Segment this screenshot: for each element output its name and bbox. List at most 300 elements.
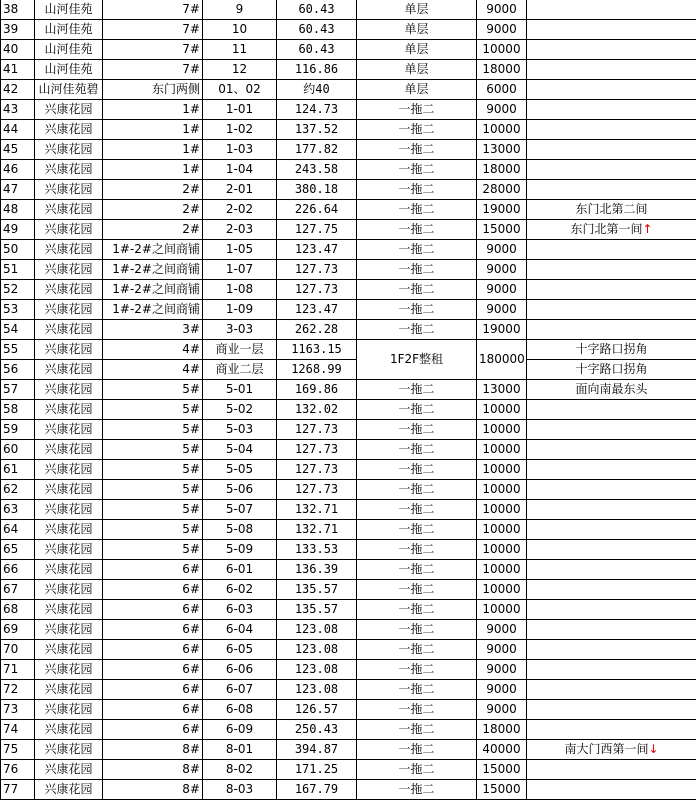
table-row	[1, 340, 696, 360]
rent-text: 10000	[482, 42, 521, 56]
project-name-text: 兴康花园	[44, 542, 93, 556]
table-row	[1, 60, 696, 80]
project-name-text: 兴康花园	[44, 122, 93, 136]
area-text: 60.43	[298, 2, 335, 16]
layout-type-text: 一拖二	[398, 582, 435, 596]
area-cell	[277, 400, 357, 420]
building-text: 5#	[182, 462, 200, 476]
room-number-cell	[203, 720, 277, 740]
area-text: 262.28	[294, 322, 339, 336]
project-name-text: 兴康花园	[44, 322, 93, 336]
table-row	[1, 540, 696, 560]
project-name-cell	[35, 680, 103, 700]
area-text: 169.86	[294, 382, 339, 396]
rent-cell	[477, 760, 527, 780]
rent-cell	[477, 620, 527, 640]
project-name-cell	[35, 220, 103, 240]
building-text: 5#	[182, 422, 200, 436]
note-cell	[527, 400, 696, 420]
room-number-cell	[203, 700, 277, 720]
building-cell	[103, 440, 203, 460]
layout-type-cell	[357, 760, 477, 780]
room-number-cell	[203, 620, 277, 640]
note-cell	[527, 760, 696, 780]
area-cell	[277, 0, 357, 20]
building-cell	[103, 240, 203, 260]
room-number-text: 01、02	[218, 82, 261, 96]
layout-type-text: 一拖二	[398, 522, 435, 536]
table-row	[1, 80, 696, 100]
rent-text: 10000	[482, 442, 521, 456]
room-number-text: 8-03	[225, 782, 254, 796]
row-number-text: 47	[3, 182, 19, 196]
layout-type-text: 单层	[404, 2, 429, 16]
layout-type-cell	[357, 60, 477, 80]
area-cell	[277, 660, 357, 680]
area-text: 394.87	[294, 742, 339, 756]
rent-text: 9000	[486, 662, 517, 676]
row-number-cell	[1, 200, 35, 220]
layout-type-text: 一拖二	[398, 242, 435, 256]
room-number-text: 5-07	[225, 502, 254, 516]
row-number-cell	[1, 760, 35, 780]
project-name-text: 兴康花园	[44, 402, 93, 416]
area-text: 127.73	[294, 442, 339, 456]
layout-type-cell	[357, 220, 477, 240]
note-cell	[527, 600, 696, 620]
layout-type-cell	[357, 260, 477, 280]
table-row	[1, 100, 696, 120]
project-name-text: 兴康花园	[44, 442, 93, 456]
project-name-text: 兴康花园	[44, 502, 93, 516]
layout-type-text: 一拖二	[398, 222, 435, 236]
table-row	[1, 180, 696, 200]
rent-text: 10000	[482, 402, 521, 416]
note-cell	[527, 720, 696, 740]
layout-type-cell	[357, 520, 477, 540]
row-number-text: 72	[3, 682, 19, 696]
table-row	[1, 160, 696, 180]
rent-text: 10000	[482, 462, 521, 476]
building-cell	[103, 60, 203, 80]
building-cell	[103, 500, 203, 520]
building-cell	[103, 220, 203, 240]
room-number-cell	[203, 180, 277, 200]
room-number-cell	[203, 740, 277, 760]
room-number-cell	[203, 660, 277, 680]
rent-text: 10000	[482, 602, 521, 616]
layout-type-text: 一拖二	[398, 502, 435, 516]
building-text: 2#	[182, 202, 200, 216]
note-cell	[527, 520, 696, 540]
note-cell	[527, 140, 696, 160]
area-text: 132.71	[294, 502, 339, 516]
rent-text: 9000	[486, 702, 517, 716]
note-cell	[527, 500, 696, 520]
room-number-text: 2-02	[225, 202, 254, 216]
table-row	[1, 740, 696, 760]
building-cell	[103, 620, 203, 640]
row-number-text: 71	[3, 662, 19, 676]
rent-cell	[477, 400, 527, 420]
rent-cell	[477, 420, 527, 440]
building-text: 3#	[182, 322, 200, 336]
project-name-cell	[35, 540, 103, 560]
area-cell	[277, 580, 357, 600]
room-number-cell	[203, 40, 277, 60]
table-row	[1, 200, 696, 220]
room-number-cell	[203, 400, 277, 420]
row-number-cell	[1, 660, 35, 680]
layout-type-text: 一拖二	[398, 482, 435, 496]
layout-type-cell	[357, 600, 477, 620]
table-row	[1, 560, 696, 580]
project-name-cell	[35, 520, 103, 540]
note-cell	[527, 480, 696, 500]
row-number-text: 51	[3, 262, 19, 276]
area-text: 126.57	[294, 702, 339, 716]
building-text: 5#	[182, 402, 200, 416]
area-text: 123.08	[294, 622, 339, 636]
layout-type-cell	[357, 640, 477, 660]
note-text: 南大门西第一间	[564, 742, 649, 756]
room-number-text: 1-08	[225, 282, 254, 296]
project-name-text: 兴康花园	[44, 202, 93, 216]
row-number-text: 64	[3, 522, 19, 536]
project-name-cell	[35, 380, 103, 400]
note-cell	[527, 580, 696, 600]
table-row	[1, 380, 696, 400]
layout-type-cell	[357, 500, 477, 520]
note-text: 东门北第一间	[570, 222, 643, 236]
row-number-cell	[1, 300, 35, 320]
row-number-cell	[1, 640, 35, 660]
room-number-text: 12	[231, 62, 248, 76]
rent-cell	[477, 240, 527, 260]
building-text: 7#	[182, 22, 200, 36]
note-cell	[527, 420, 696, 440]
building-text: 5#	[182, 382, 200, 396]
table-row	[1, 720, 696, 740]
rent-text: 28000	[482, 182, 521, 196]
rent-text: 19000	[482, 322, 521, 336]
rent-cell	[477, 440, 527, 460]
project-name-text: 兴康花园	[44, 622, 93, 636]
row-number-cell	[1, 120, 35, 140]
row-number-text: 43	[3, 102, 19, 116]
building-cell	[103, 360, 203, 380]
project-name-cell	[35, 60, 103, 80]
project-name-text: 兴康花园	[44, 162, 93, 176]
area-cell	[277, 640, 357, 660]
row-number-cell	[1, 540, 35, 560]
building-text: 4#	[182, 362, 200, 376]
project-name-text: 兴康花园	[44, 762, 93, 776]
row-number-cell	[1, 480, 35, 500]
room-number-text: 5-02	[225, 402, 254, 416]
building-text: 8#	[182, 782, 200, 796]
note-cell	[527, 360, 696, 380]
building-text: 8#	[182, 742, 200, 756]
area-cell	[277, 100, 357, 120]
area-cell	[277, 680, 357, 700]
table-row	[1, 500, 696, 520]
project-name-cell	[35, 700, 103, 720]
layout-type-text: 单层	[404, 82, 429, 96]
row-number-text: 50	[3, 242, 19, 256]
area-text: 123.47	[294, 302, 339, 316]
room-number-text: 8-02	[225, 762, 254, 776]
project-name-cell	[35, 640, 103, 660]
project-name-cell	[35, 280, 103, 300]
note-cell	[527, 540, 696, 560]
rent-text: 15000	[482, 222, 521, 236]
project-name-text: 兴康花园	[44, 242, 93, 256]
table-row	[1, 760, 696, 780]
rent-text: 18000	[482, 162, 521, 176]
building-cell	[103, 700, 203, 720]
project-name-cell	[35, 480, 103, 500]
rent-text: 18000	[482, 722, 521, 736]
building-text: 7#	[182, 62, 200, 76]
building-cell	[103, 0, 203, 20]
row-number-text: 42	[3, 82, 19, 96]
building-text: 8#	[182, 762, 200, 776]
table-row	[1, 640, 696, 660]
area-cell	[277, 560, 357, 580]
building-text: 6#	[182, 642, 200, 656]
note-cell	[527, 100, 696, 120]
layout-type-cell	[357, 120, 477, 140]
room-number-text: 5-03	[225, 422, 254, 436]
note-cell	[527, 660, 696, 680]
room-number-cell	[203, 260, 277, 280]
row-number-text: 52	[3, 282, 19, 296]
rent-text: 9000	[486, 282, 517, 296]
layout-type-text: 一拖二	[398, 662, 435, 676]
room-number-cell	[203, 420, 277, 440]
project-name-cell	[35, 420, 103, 440]
room-number-text: 6-03	[225, 602, 254, 616]
layout-type-text: 一拖二	[398, 702, 435, 716]
rent-text: 10000	[482, 502, 521, 516]
rent-cell	[477, 60, 527, 80]
rent-cell	[477, 480, 527, 500]
building-text: 6#	[182, 722, 200, 736]
building-cell	[103, 120, 203, 140]
layout-type-cell	[357, 100, 477, 120]
layout-type-text: 一拖二	[398, 162, 435, 176]
room-number-cell	[203, 760, 277, 780]
project-name-text: 兴康花园	[44, 342, 93, 356]
row-number-cell	[1, 580, 35, 600]
note-cell	[527, 440, 696, 460]
area-cell	[277, 260, 357, 280]
building-text: 1#-2#之间商铺	[112, 242, 200, 256]
room-number-cell	[203, 460, 277, 480]
project-name-cell	[35, 500, 103, 520]
room-number-cell	[203, 560, 277, 580]
table-row	[1, 700, 696, 720]
project-name-cell	[35, 740, 103, 760]
room-number-text: 1-05	[225, 242, 254, 256]
rent-text: 9000	[486, 642, 517, 656]
rent-cell	[477, 680, 527, 700]
building-text: 6#	[182, 702, 200, 716]
rent-text: 180000	[479, 352, 525, 366]
layout-type-text: 一拖二	[398, 282, 435, 296]
area-text: 127.73	[294, 282, 339, 296]
building-cell	[103, 300, 203, 320]
row-number-text: 77	[3, 782, 19, 796]
building-cell	[103, 560, 203, 580]
rent-text: 40000	[482, 742, 521, 756]
note-cell	[527, 780, 696, 800]
room-number-text: 10	[231, 22, 248, 36]
layout-type-text: 一拖二	[398, 682, 435, 696]
layout-type-cell	[357, 720, 477, 740]
row-number-cell	[1, 700, 35, 720]
layout-type-text: 一拖二	[398, 302, 435, 316]
building-cell	[103, 720, 203, 740]
room-number-cell	[203, 280, 277, 300]
area-cell	[277, 700, 357, 720]
layout-type-cell	[357, 560, 477, 580]
room-number-cell	[203, 0, 277, 20]
row-number-cell	[1, 20, 35, 40]
rent-cell	[477, 180, 527, 200]
table-row	[1, 360, 696, 380]
project-name-text: 山河佳苑	[44, 42, 93, 56]
layout-type-text: 单层	[404, 42, 429, 56]
row-number-text: 55	[3, 342, 19, 356]
room-number-text: 5-06	[225, 482, 254, 496]
row-number-text: 65	[3, 542, 19, 556]
area-text: 380.18	[294, 182, 339, 196]
project-name-text: 兴康花园	[44, 742, 93, 756]
rent-cell	[477, 520, 527, 540]
note-text: 东门北第二间	[575, 202, 648, 216]
project-name-cell	[35, 460, 103, 480]
rent-text: 10000	[482, 482, 521, 496]
building-cell	[103, 780, 203, 800]
row-number-cell	[1, 680, 35, 700]
room-number-text: 6-04	[225, 622, 254, 636]
layout-type-text: 一拖二	[398, 122, 435, 136]
rent-cell	[477, 460, 527, 480]
rent-cell	[477, 40, 527, 60]
row-number-cell	[1, 500, 35, 520]
layout-type-cell	[357, 420, 477, 440]
area-cell	[277, 480, 357, 500]
area-cell	[277, 780, 357, 800]
row-number-text: 38	[3, 2, 19, 16]
building-text: 1#-2#之间商铺	[112, 282, 200, 296]
area-text: 127.73	[294, 422, 339, 436]
layout-type-text: 一拖二	[398, 782, 435, 796]
building-cell	[103, 540, 203, 560]
layout-type-text: 一拖二	[398, 642, 435, 656]
room-number-text: 11	[231, 42, 248, 56]
building-cell	[103, 600, 203, 620]
room-number-cell	[203, 120, 277, 140]
row-number-text: 45	[3, 142, 19, 156]
project-name-text: 兴康花园	[44, 422, 93, 436]
building-text: 6#	[182, 622, 200, 636]
project-name-text: 兴康花园	[44, 222, 93, 236]
note-cell	[527, 640, 696, 660]
rent-text: 9000	[486, 682, 517, 696]
room-number-text: 6-08	[225, 702, 254, 716]
project-name-cell	[35, 240, 103, 260]
layout-type-cell	[357, 400, 477, 420]
note-cell	[527, 300, 696, 320]
row-number-cell	[1, 740, 35, 760]
row-number-cell	[1, 560, 35, 580]
area-text: 135.57	[294, 582, 339, 596]
note-text: 十字路口拐角	[575, 342, 648, 356]
rent-text: 13000	[482, 142, 521, 156]
room-number-text: 1-03	[225, 142, 254, 156]
area-text: 167.79	[294, 782, 339, 796]
project-name-text: 兴康花园	[44, 702, 93, 716]
table-row	[1, 580, 696, 600]
project-name-text: 兴康花园	[44, 682, 93, 696]
note-cell	[527, 60, 696, 80]
note-text: 面向南最东头	[575, 382, 648, 396]
layout-type-text: 单层	[404, 22, 429, 36]
table-body	[1, 0, 696, 800]
note-cell	[527, 220, 696, 240]
row-number-cell	[1, 460, 35, 480]
building-text: 6#	[182, 602, 200, 616]
project-name-cell	[35, 400, 103, 420]
area-cell	[277, 500, 357, 520]
room-number-cell	[203, 140, 277, 160]
project-name-text: 山河佳苑	[44, 2, 93, 16]
project-name-text: 兴康花园	[44, 522, 93, 536]
rent-text: 6000	[486, 82, 517, 96]
room-number-text: 1-01	[225, 102, 254, 116]
room-number-text: 1-07	[225, 262, 254, 276]
row-number-text: 70	[3, 642, 19, 656]
building-text: 6#	[182, 582, 200, 596]
room-number-cell	[203, 440, 277, 460]
row-number-text: 67	[3, 582, 19, 596]
layout-type-text: 一拖二	[398, 562, 435, 576]
row-number-text: 58	[3, 402, 19, 416]
layout-type-text: 一拖二	[398, 202, 435, 216]
row-number-text: 73	[3, 702, 19, 716]
row-number-text: 74	[3, 722, 19, 736]
area-cell	[277, 320, 357, 340]
table-row	[1, 400, 696, 420]
project-name-cell	[35, 440, 103, 460]
area-text: 132.02	[294, 402, 339, 416]
layout-type-cell	[357, 780, 477, 800]
note-cell	[527, 700, 696, 720]
table-row	[1, 120, 696, 140]
building-text: 7#	[182, 2, 200, 16]
row-number-cell	[1, 220, 35, 240]
layout-type-text: 一拖二	[398, 102, 435, 116]
project-name-text: 兴康花园	[44, 582, 93, 596]
room-number-cell	[203, 580, 277, 600]
project-name-text: 兴康花园	[44, 182, 93, 196]
building-text: 1#-2#之间商铺	[112, 302, 200, 316]
row-number-cell	[1, 80, 35, 100]
building-text: 4#	[182, 342, 200, 356]
